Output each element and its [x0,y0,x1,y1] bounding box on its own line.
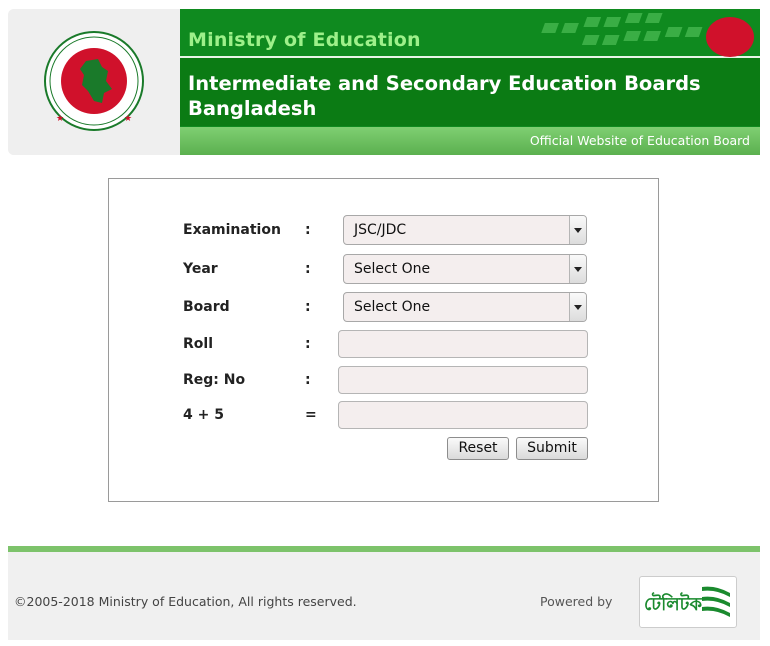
reg-no-label: Reg: No [183,372,246,388]
submit-button[interactable]: Submit [516,437,588,460]
bangladesh-government-seal-icon [42,29,146,133]
tagline: Official Website of Education Board [529,133,750,148]
chevron-down-icon[interactable] [569,255,586,283]
chevron-down-icon[interactable] [569,216,586,244]
captcha-input[interactable] [338,401,588,429]
boards-title: Intermediate and Secondary Education Boards Bangladesh [188,72,701,120]
svg-text:★: ★ [124,114,133,124]
board-label: Board [183,299,230,315]
captcha-label: 4 + 5 [183,407,224,423]
teletalk-logo-icon[interactable] [639,576,737,628]
board-value: Select One [354,299,431,315]
title-panel [180,9,760,127]
powered-by-text: Powered by [540,594,613,609]
examination-colon: : [305,222,311,238]
result-form [108,178,659,502]
examination-select[interactable] [343,215,587,245]
year-select[interactable] [343,254,587,284]
site-header [8,9,760,155]
teletalk-logo-text: টেলিটক [644,594,703,615]
reset-button[interactable]: Reset [447,437,509,460]
logo-area [8,9,180,155]
roll-input[interactable] [338,330,588,358]
board-colon: : [305,299,311,315]
copyright-text: ©2005-2018 Ministry of Education, All rights reserved. [14,594,357,609]
examination-value: JSC/JDC [354,222,407,238]
board-select[interactable] [343,292,587,322]
teletalk-wave-icon [700,583,732,621]
ministry-title: Ministry of Education [188,29,421,51]
reg-no-input[interactable] [338,366,588,394]
year-label: Year [183,261,218,277]
roll-label: Roll [183,336,213,352]
roll-colon: : [305,336,311,352]
year-colon: : [305,261,311,277]
captcha-equals: = [305,407,317,423]
tagline-bar [180,127,760,155]
bangladesh-flag-icon [530,9,760,58]
reg-no-colon: : [305,372,311,388]
chevron-down-icon[interactable] [569,293,586,321]
svg-text:★: ★ [56,114,65,124]
examination-label: Examination [183,222,281,238]
site-footer [8,546,760,640]
year-value: Select One [354,261,431,277]
